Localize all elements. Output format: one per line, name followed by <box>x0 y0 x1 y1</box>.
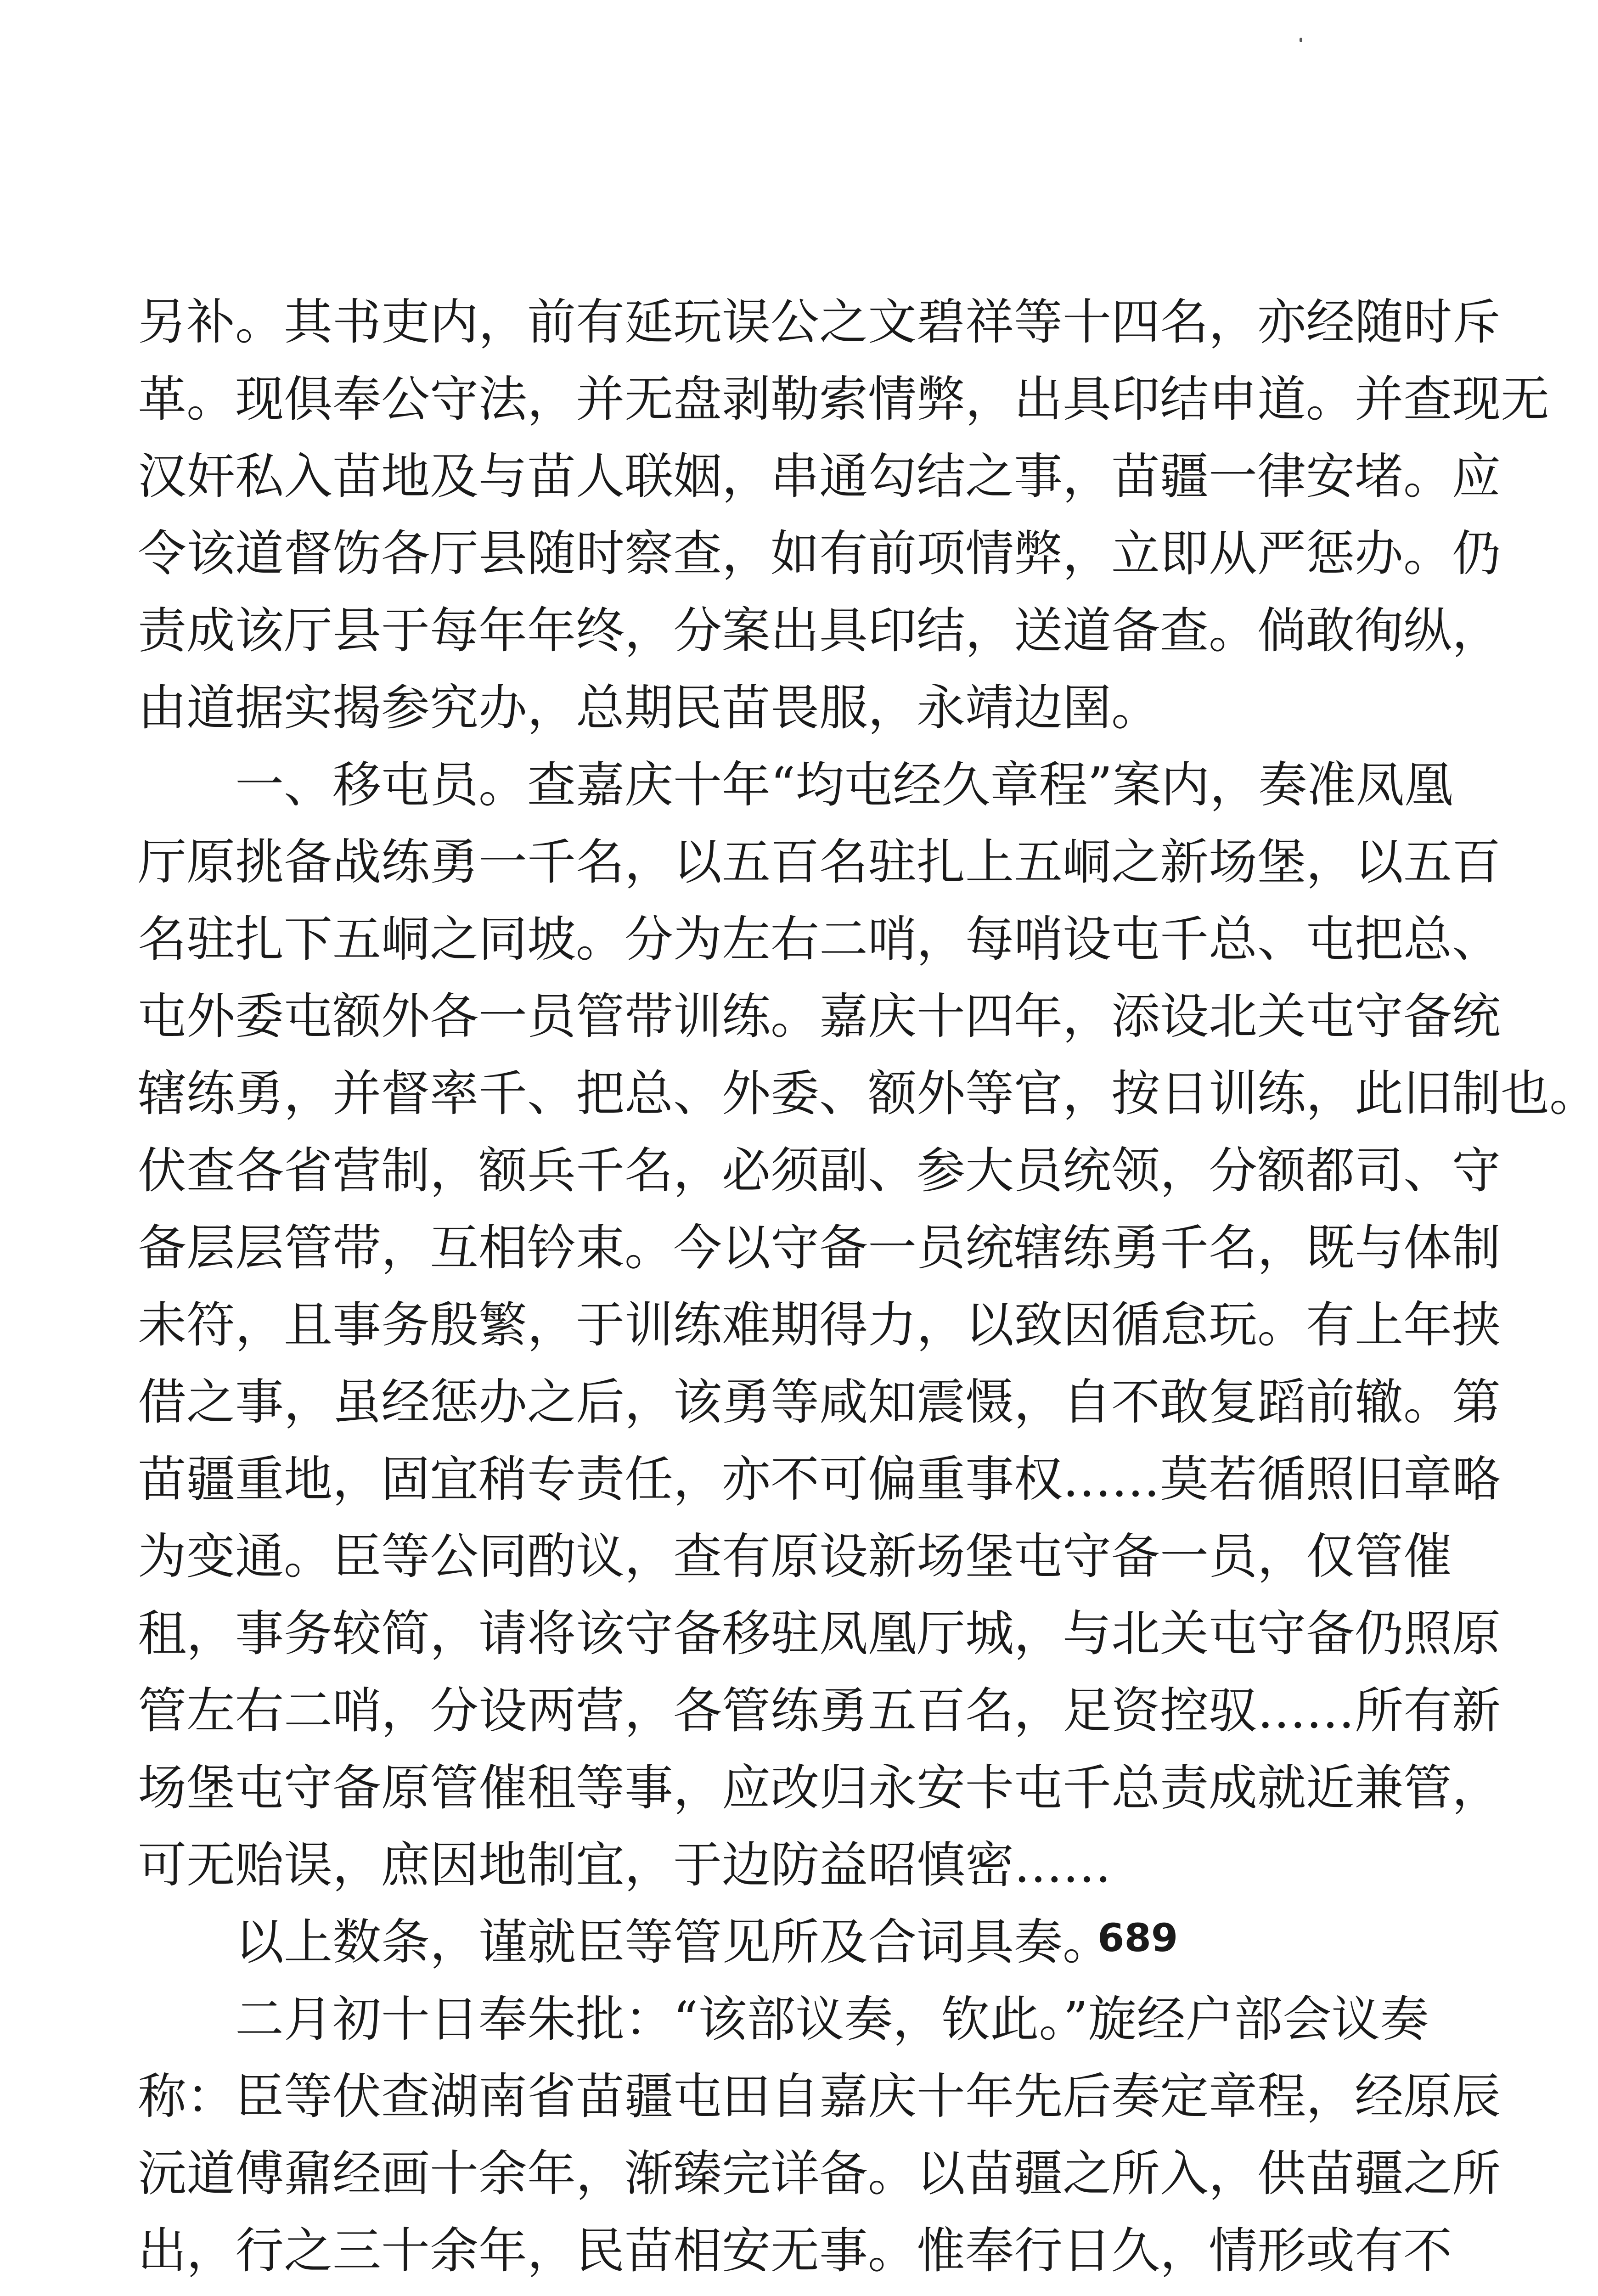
text-line: 厅原挑备战练勇一千名，以五百名驻扎上五峒之新场堡，以五百 <box>138 834 1501 890</box>
text-line <box>138 2290 1231 2296</box>
text-line: 伏查各省营制，额兵千名，必须副、参大员统领，分额都司、守 <box>138 1142 1501 1199</box>
text-line: 以上数条，谨就臣等管见所及合词具奏。 <box>138 1914 1111 1970</box>
text-line: 责成该厅县于每年年终，分案出具印结，送道备查。倘敢徇纵， <box>138 602 1501 659</box>
text-line: 可无贻误，庶因地制宜，于边防益昭慎密…… <box>138 1837 1111 1893</box>
text-line: 为变通。臣等公同酌议，查有原设新场堡屯守备一员，仅管催 <box>138 1528 1452 1585</box>
text-line: 革。现俱奉公守法，并无盘剥勒索情弊，出具印结申道。并查现无 <box>138 371 1549 428</box>
scan-speck <box>1300 38 1302 42</box>
text-line: 备层层管带，互相钤束。今以守备一员统辖练勇千名，既与体制 <box>138 1220 1501 1276</box>
text-line: 借之事，虽经惩办之后，该勇等咸知震慑，自不敢复蹈前辙。第 <box>138 1374 1501 1430</box>
text-line: 苗疆重地，固宜稍专责任，亦不可偏重事权……莫若循照旧章略 <box>138 1451 1501 1508</box>
page-number: 689 <box>1097 1915 1178 1960</box>
text-line: 由道据实揭参究办，总期民苗畏服，永靖边圉。 <box>138 680 1160 736</box>
text-line: 另补。其书吏内，前有延玩误公之文碧祥等十四名，亦经随时斥 <box>138 294 1501 350</box>
text-line: 沅道傅鼐经画十余年，渐臻完详备。以苗疆之所入，供苗疆之所 <box>138 2145 1501 2202</box>
text-line: 二月初十日奉朱批：“该部议奏，钦此。”旋经户部会议奏 <box>138 1991 1429 2048</box>
text-line: 称：臣等伏查湖南省苗疆屯田自嘉庆十年先后奏定章程，经原辰 <box>138 2068 1501 2125</box>
text-line: 租，事务较简，请将该守备移驻凤凰厅城，与北关屯守备仍照原 <box>138 1605 1501 1662</box>
text-line: 名驻扎下五峒之同坡。分为左右二哨，每哨设屯千总、屯把总、 <box>138 911 1501 968</box>
body-text <box>138 284 1598 2296</box>
text-line: 屯外委屯额外各一员管带训练。嘉庆十四年，添设北关屯守备统 <box>138 988 1501 1045</box>
text-line: 汉奸私入苗地及与苗人联姻，串通勾结之事，苗疆一律安堵。应 <box>138 448 1501 505</box>
text-line: 令该道督饬各厅县随时察查，如有前项情弊，立即从严惩办。仍 <box>138 525 1501 582</box>
text-line: 管左右二哨，分设两营，各管练勇五百名，足资控驭……所有新 <box>138 1683 1501 1739</box>
text-line: 出，行之三十余年，民苗相安无事。惟奉行日久，情形或有不 <box>138 2223 1452 2279</box>
text-line: 未符，且事务殷繁，于训练难期得力，以致因循怠玩。有上年挟 <box>138 1297 1501 1353</box>
text-line: 一、移屯员。查嘉庆十年“均屯经久章程”案内，奏准凤凰 <box>138 757 1453 813</box>
text-line: 场堡屯守备原管催租等事，应改归永安卡屯千总责成就近兼管， <box>138 1760 1501 1816</box>
text-line: 辖练勇，并督率千、把总、外委、额外等官，按日训练，此旧制也。 <box>138 1065 1598 1122</box>
